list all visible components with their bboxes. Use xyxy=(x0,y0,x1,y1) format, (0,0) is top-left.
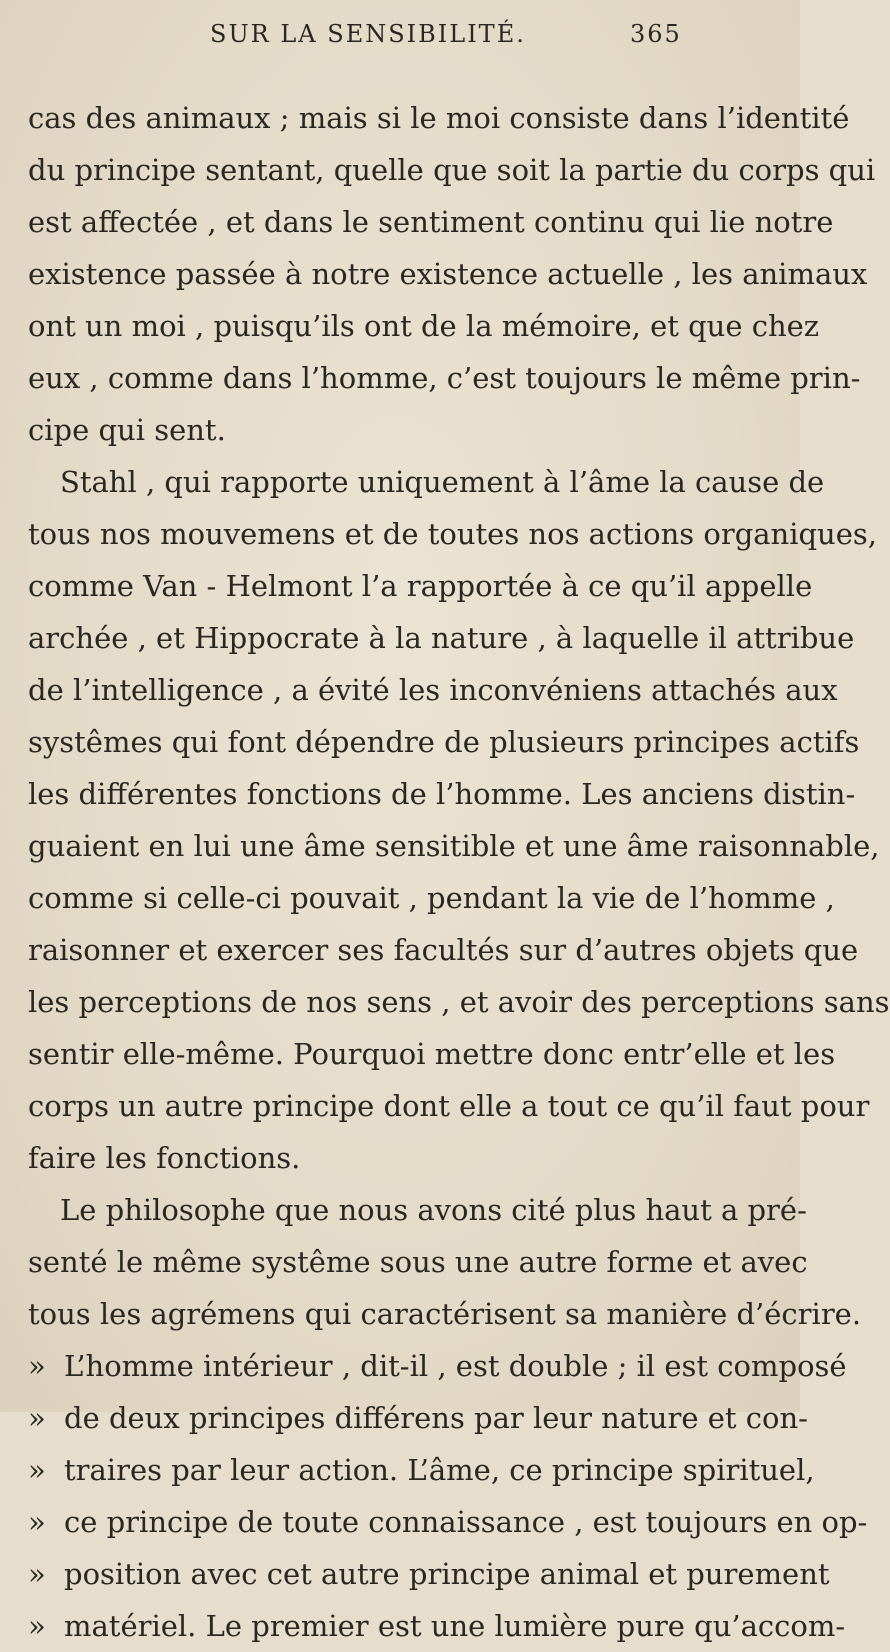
quoted-line xyxy=(28,1444,815,1496)
text-line: senté le même systême sous une autre forme et avec xyxy=(28,1245,808,1279)
quote-mark: » xyxy=(28,1401,46,1435)
text-line: comme Van - Helmont l’a rapportée à ce qu’il appelle xyxy=(28,569,813,603)
text-line: corps un autre principe dont elle a tout ce qu’il faut pour xyxy=(28,1089,870,1123)
text-line: de deux principes différens par leur nature et con- xyxy=(64,1401,808,1435)
quoted-line xyxy=(28,1340,847,1392)
text-line: matériel. Le premier est une lumière pure qu’accom- xyxy=(64,1609,846,1643)
text-line: comme si celle-ci pouvait , pendant la vie de l’homme , xyxy=(28,881,835,915)
text-line: ont un moi , puisqu’ils ont de la mémoire, et que chez xyxy=(28,309,820,343)
text-line: Stahl , qui rapporte uniquement à l’âme la cause de xyxy=(60,465,825,499)
text-line: de l’intelligence , a évité les inconvéniens attachés aux xyxy=(28,673,838,707)
text-line: Le philosophe que nous avons cité plus haut a pré- xyxy=(60,1193,807,1227)
text-line: les différentes fonctions de l’homme. Les anciens distin- xyxy=(28,777,856,811)
quoted-line xyxy=(28,1496,868,1548)
text-line: archée , et Hippocrate à la nature , à laquelle il attribue xyxy=(28,621,855,655)
body-text xyxy=(28,92,890,1652)
text-line: ce principe de toute connaissance , est toujours en op- xyxy=(64,1505,868,1539)
text-line: cas des animaux ; mais si le moi consiste dans l’identité xyxy=(28,101,850,135)
page-header xyxy=(0,20,800,60)
running-title: SUR LA SENSIBILITÉ. xyxy=(210,20,526,48)
quote-mark: » xyxy=(28,1349,46,1383)
quote-mark: » xyxy=(28,1453,46,1487)
text-line: systêmes qui font dépendre de plusieurs principes actifs xyxy=(28,725,860,759)
text-line: position avec cet autre principe animal et purement xyxy=(64,1557,830,1591)
text-line: existence passée à notre existence actuelle , les animaux xyxy=(28,257,868,291)
text-line: L’homme intérieur , dit-il , est double ; il est composé xyxy=(64,1349,847,1383)
quote-mark: » xyxy=(28,1505,46,1539)
text-line: est affectée , et dans le sentiment continu qui lie notre xyxy=(28,205,834,239)
quoted-line xyxy=(28,1392,808,1444)
text-line: les perceptions de nos sens , et avoir des perceptions sans xyxy=(28,985,890,1019)
text-line: traires par leur action. L’âme, ce principe spirituel, xyxy=(64,1453,815,1487)
text-line: guaient en lui une âme sensitible et une âme raisonnable, xyxy=(28,829,880,863)
quote-mark: » xyxy=(28,1609,46,1643)
quoted-line xyxy=(28,1548,830,1600)
text-line: tous les agrémens qui caractérisent sa manière d’écrire. xyxy=(28,1297,862,1331)
text-line: cipe qui sent. xyxy=(28,413,226,447)
text-line: du principe sentant, quelle que soit la partie du corps qui xyxy=(28,153,876,187)
text-line: sentir elle-même. Pourquoi mettre donc entr’elle et les xyxy=(28,1037,836,1071)
text-line: raisonner et exercer ses facultés sur d’autres objets que xyxy=(28,933,859,967)
quote-mark: » xyxy=(28,1557,46,1591)
quoted-line xyxy=(28,1600,846,1652)
text-line: eux , comme dans l’homme, c’est toujours le même prin- xyxy=(28,361,861,395)
text-line: tous nos mouvemens et de toutes nos actions organiques, xyxy=(28,517,878,551)
page-number: 365 xyxy=(630,20,682,48)
text-line: faire les fonctions. xyxy=(28,1141,301,1175)
